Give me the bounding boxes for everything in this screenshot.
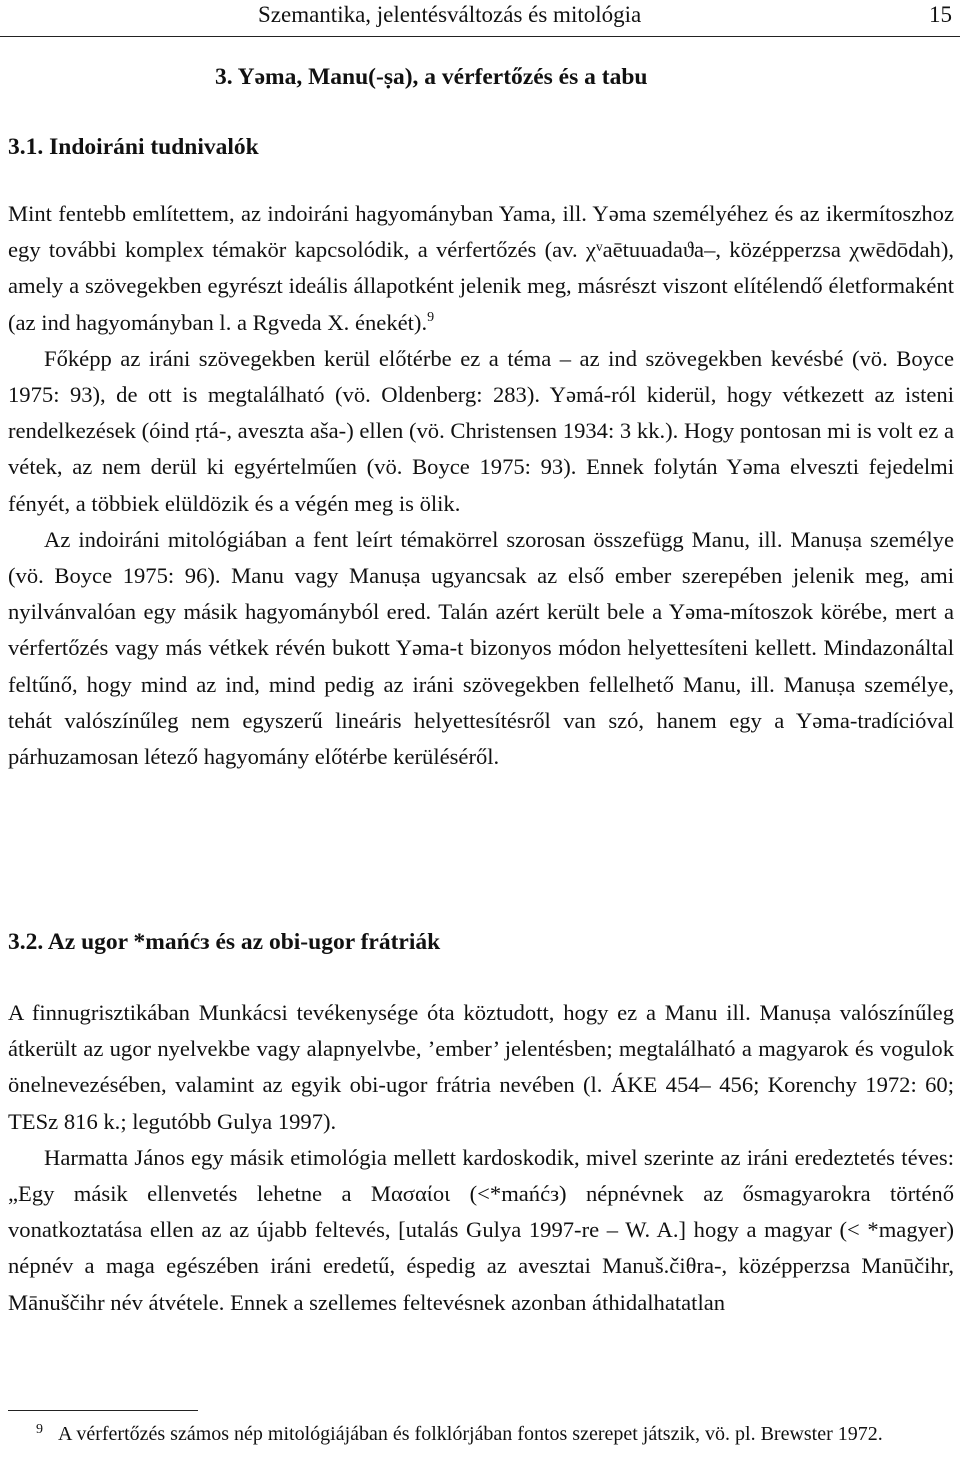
footnote-text: A vérfertőzés számos nép mitológiájában és folklórjában fontos szerepet játszik, vö. pl. Brewster 1972.: [58, 1423, 883, 1445]
chapter-heading: 3. Yəma, Manu(-ṣa), a vérfertőzés és a tabu: [215, 64, 648, 90]
section-3-2-body: [8, 995, 954, 1321]
running-title: Szemantika, jelentésváltozás és mitológia: [258, 2, 642, 27]
section-heading-3-2: 3.2. Az ugor *mańćз és az obi-ugor frátriák: [8, 929, 441, 955]
footnote: [8, 1420, 954, 1448]
running-header: [0, 0, 960, 37]
section-3-1-body: [8, 196, 954, 775]
footnote-ref: 9: [427, 309, 435, 325]
paragraph: Az indoiráni mitológiában a fent leírt témakörrel szorosan összefügg Manu, ill. Manuṣa személye (vö. Boyce 1975: 96). Manu vagy Manuṣa ugyancsak az első ember szerepében jelenik meg, ami nyilvánvalóan egy másik hagyományból ered. Talán azért került bele a Yəma-mítoszok körébe, mert a vérfertőzés vagy más vétkek révén bukott Yəma-t bizonyos módon helyettesíteni kellett. Mindazonáltal feltűnő, hogy mind az ind, mind pedig az iráni szövegekben fellelhető Manu, ill. Manuṣa személye, tehát valószínűleg nem egyszerű lineáris helyettesítésről van szó, hanem egy a Yəma-tradícióval párhuzamosan létező hagyomány előtérbe kerüléséről.: [8, 526, 954, 770]
page-number: 15: [929, 2, 952, 27]
footnote-divider: [8, 1410, 198, 1411]
section-heading-3-1: 3.1. Indoiráni tudnivalók: [8, 134, 259, 160]
paragraph: A finnugrisztikában Munkácsi tevékenysége óta köztudott, hogy ez a Manu ill. Manuṣa valószínűleg átkerült az ugor nyelvekbe vagy alapnyelvbe, ’ember’ jelentésben; megtalálható a magyarok és vogulok önelnevezésében, valamint az egyik obi-ugor frátria nevében (l. ÁKE 454– 456; Korenchy 1972: 60; TESz 816 k.; legutóbb Gulya 1997).: [8, 1000, 954, 1134]
paragraph: Főképp az iráni szövegekben kerül előtérbe ez a téma – az ind szövegekben kevésbé (vö. Boyce 1975: 93), de ott is megtalálható (vö. Oldenberg: 283). Yəmá-ról kiderül, hogy vétkezett az isteni rendelkezések (óind ṛtá-, aveszta aša-) ellen (vö. Christensen 1934: 3 kk.). Hogy pontosan mi is volt ez a vétek, az nem derül ki egyértelműen (vö. Boyce 1975: 93). Ennek folytán Yəma elveszti fejedelmi fényét, a többiek elüldözik és a végén meg is ölik.: [8, 345, 954, 516]
paragraph: Mint fentebb említettem, az indoiráni hagyományban Yama, ill. Yəma személyéhez és az ikermítoszhoz egy további komplex témakör kapcsolódik, a vérfertőzés (av. χᵛaētuuadaϑa–, középperzsa χwēdōdah), amely a szövegekben egyrészt ideális állapotként jelenik meg, másrészt viszont elítélendő életformaként (az ind hagyományban l. a Rgveda X. énekét).$^9$: [8, 201, 954, 335]
footnote-number: 9: [36, 1422, 43, 1437]
paragraph: Harmatta János egy másik etimológia mellett kardoskodik, mivel szerinte az iráni eredeztetés téves: „Egy másik ellenvetés lehetne a Μασαίοι (<*mańćз) népnévnek az ősmagyarokra történő vonatkoztatása ellen az az újabb feltevés, [utalás Gulya 1997-re – W. A.] hogy a magyar (< *magyer) népnév a maga egészében iráni eredetű, éspedig az avesztai Manuš.čiθra-, középperzsa Manūčihr, Mānuščihr név átvétele. Ennek a szellemes feltevésnek azonban áthidalhatatlan: [8, 1144, 954, 1315]
